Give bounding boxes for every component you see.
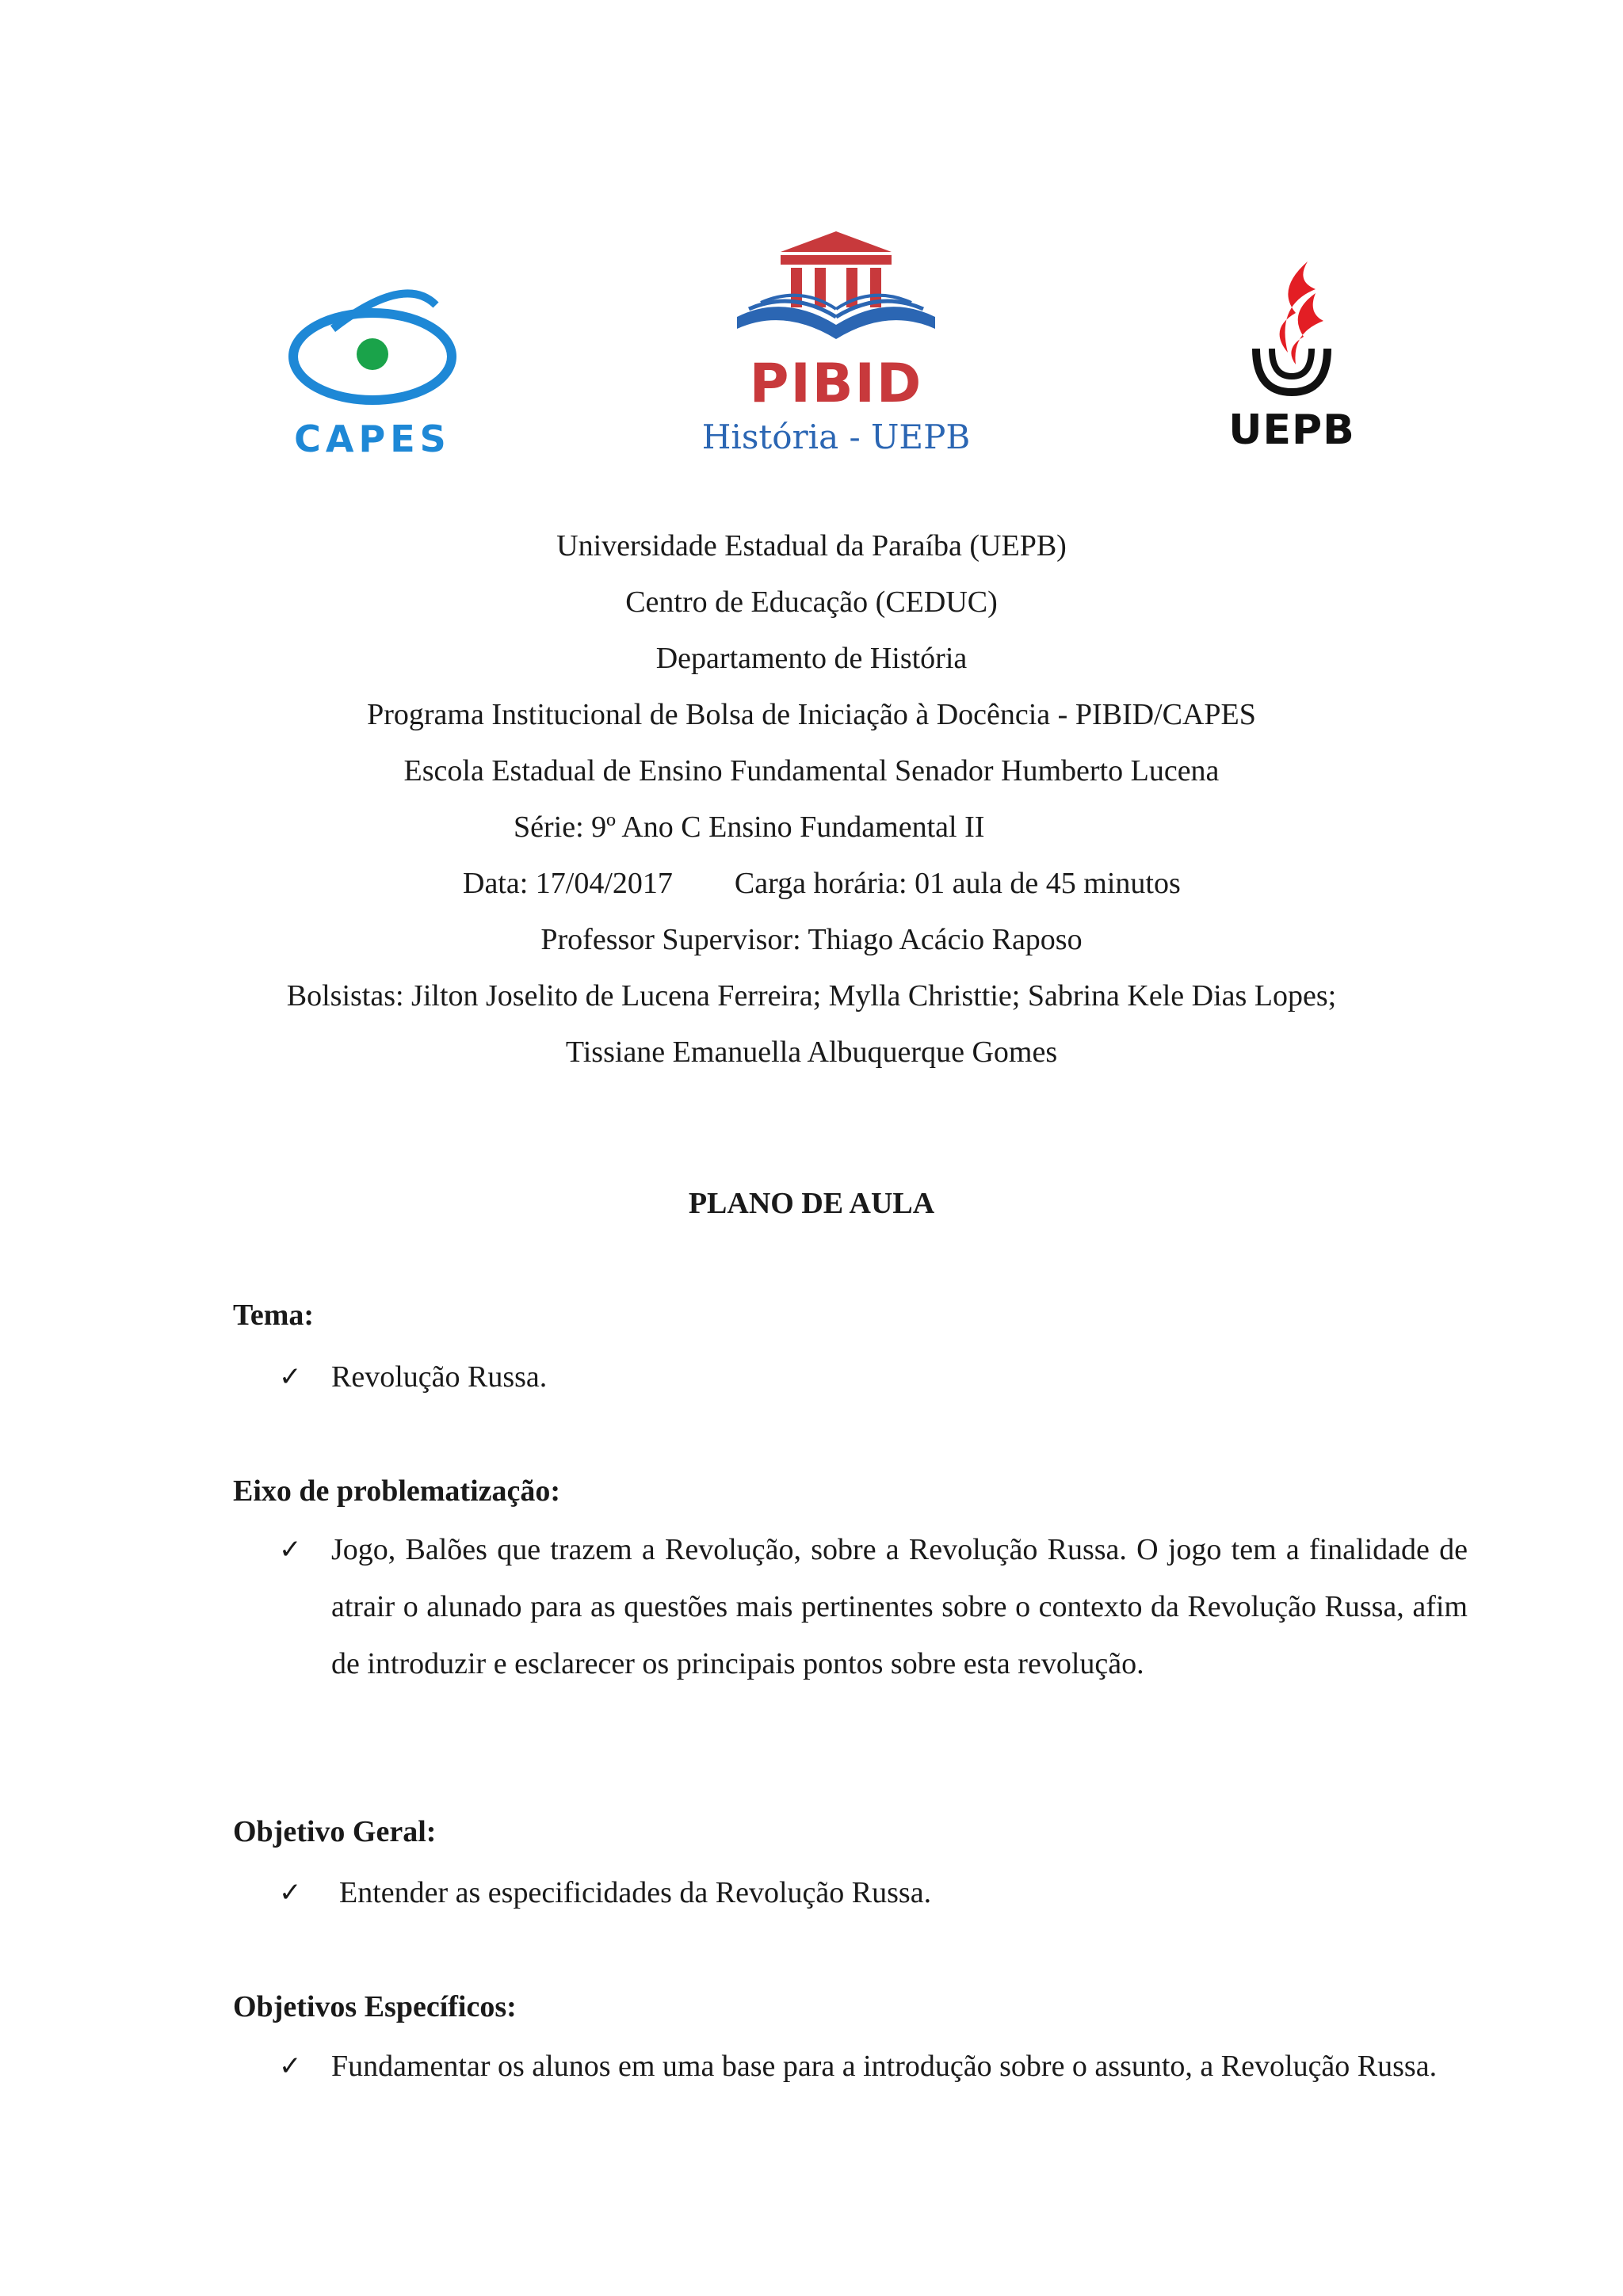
eixo-heading: Eixo de problematização: [233, 1474, 561, 1508]
workload-text: Carga horária: 01 aula de 45 minutos [734, 867, 1181, 900]
objetivos-especificos-item [279, 2038, 1468, 2095]
eixo-item-text: Jogo, Balões que trazem a Revolução, sobre a Revolução Russa. O jogo tem a finalidade de atrair o alunado para as questões mais pertinentes sobre o contexto da Revolução Russa, afim de introduzir e esclarecer os principais pontos sobre esta revolução. [331, 1533, 1468, 1680]
tema-heading: Tema: [233, 1299, 315, 1332]
objetivo-geral-item-text: Entender as especificidades da Revolução Russa. [339, 1876, 932, 1909]
supervisor-line: Professor Supervisor: Thiago Acácio Raposo [540, 923, 1083, 956]
plan-title: PLANO DE AULA [688, 1187, 935, 1220]
objetivos-especificos-item-text: Fundamentar os alunos em uma base para a introdução sobre o assunto, a Revolução Russa. [331, 2050, 1438, 2083]
pibid-logo-subtitle: História - UEPB [701, 418, 971, 456]
school-name: Escola Estadual de Ensino Fundamental Senador Humberto Lucena [403, 754, 1220, 788]
checkmark-icon: ✓ [279, 1534, 302, 1566]
capes-logo-text: CAPES [294, 418, 451, 460]
serie-line: Série: 9º Ano C Ensino Fundamental II [514, 810, 985, 844]
uepb-flame-icon [1220, 257, 1363, 400]
scholars-line-1: Bolsistas: Jilton Joselito de Lucena Ferreira; Mylla Christtie; Sabrina Kele Dias Lopes; [286, 979, 1337, 1013]
pibid-logo-text: PIBID [749, 353, 923, 415]
checkmark-icon: ✓ [279, 1877, 302, 1909]
program-name: Programa Institucional de Bolsa de Iniciação à Docência - PIBID/CAPES [367, 698, 1256, 731]
department-name: Departamento de História [655, 642, 968, 675]
university-name: Universidade Estadual da Paraíba (UEPB) [556, 529, 1067, 563]
pibid-logo [689, 230, 983, 467]
tema-item [279, 1348, 1468, 1405]
date-text: Data: 17/04/2017 [463, 867, 673, 900]
eixo-item [279, 1521, 1468, 1692]
capes-emblem-icon [285, 281, 460, 416]
scholars-line-2: Tissiane Emanuella Albuquerque Gomes [565, 1035, 1058, 1069]
date-workload-line [463, 865, 1181, 902]
objetivo-geral-heading: Objetivo Geral: [233, 1815, 437, 1848]
uepb-logo-text: UEPB [1228, 406, 1355, 454]
center-name: Centro de Educação (CEDUC) [625, 585, 998, 619]
objetivo-geral-item [279, 1864, 1468, 1921]
capes-logo [285, 281, 460, 460]
tema-item-text: Revolução Russa. [331, 1360, 548, 1394]
uepb-logo [1220, 257, 1363, 452]
pibid-building-book-icon [689, 230, 983, 357]
checkmark-icon: ✓ [279, 1361, 302, 1393]
objetivos-especificos-heading: Objetivos Específicos: [233, 1990, 517, 2023]
checkmark-icon: ✓ [279, 2050, 302, 2082]
